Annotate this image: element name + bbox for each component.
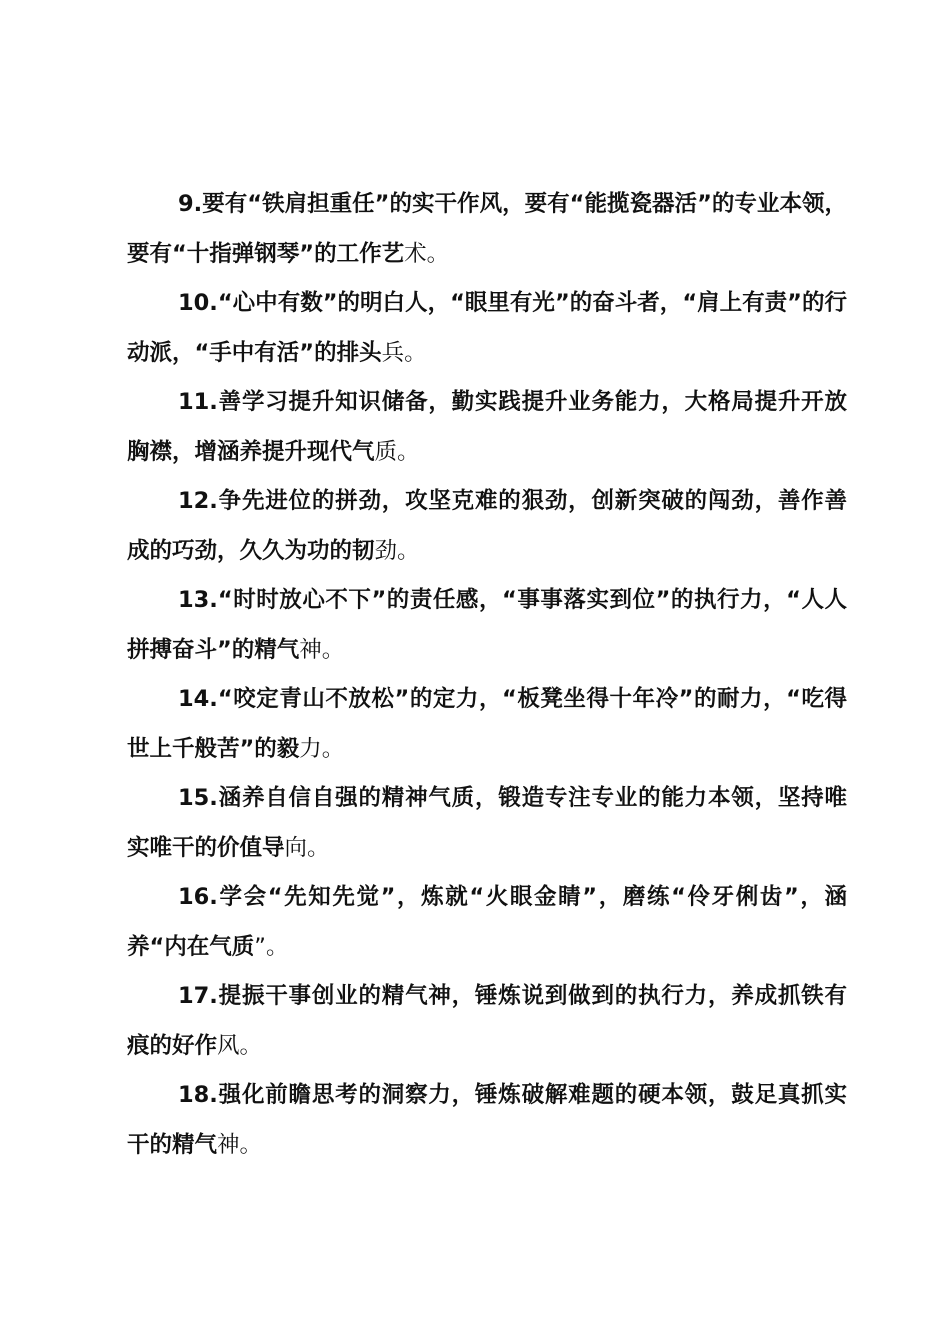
item-ending: 神。 bbox=[299, 636, 345, 663]
item-ending: 风。 bbox=[217, 1032, 263, 1059]
item-text: 18.强化前瞻思考的洞察力，锤炼破解难题的硬本领，鼓足真抓实干的精气 bbox=[127, 1082, 847, 1158]
item-ending: 兵。 bbox=[381, 339, 427, 366]
item-text: 17.提振干事创业的精气神，锤炼说到做到的执行力，养成抓铁有痕的好作 bbox=[127, 983, 847, 1059]
item-ending: 神。 bbox=[217, 1131, 263, 1158]
item-text: 13.“时时放心不下”的责任感，“事事落实到位”的执行力，“人人拼搏奋斗”的精气 bbox=[127, 587, 847, 663]
list-item-15 bbox=[127, 774, 847, 873]
item-text: 12.争先进位的拼劲，攻坚克难的狠劲，创新突破的闯劲，善作善成的巧劲，久久为功的韧 bbox=[127, 488, 847, 564]
list-item-9 bbox=[127, 180, 847, 279]
list-item-13 bbox=[127, 576, 847, 675]
document-body bbox=[127, 180, 847, 1170]
list-item-12 bbox=[127, 477, 847, 576]
item-ending: ”。 bbox=[254, 933, 289, 960]
list-item-17 bbox=[127, 972, 847, 1071]
item-text: 16.学会“先知先觉”，炼就“火眼金睛”，磨练“伶牙俐齿”，涵养“内在气质 bbox=[127, 884, 847, 960]
item-ending: 质。 bbox=[374, 438, 420, 465]
item-text: 14.“咬定青山不放松”的定力，“板凳坐得十年冷”的耐力，“吃得世上千般苦”的毅 bbox=[127, 686, 847, 762]
item-ending: 向。 bbox=[284, 834, 330, 861]
item-ending: 劲。 bbox=[374, 537, 420, 564]
item-ending: 力。 bbox=[299, 735, 345, 762]
list-item-11 bbox=[127, 378, 847, 477]
item-text: 9.要有“铁肩担重任”的实干作风，要有“能揽瓷器活”的专业本领，要有“十指弹钢琴”的工作艺 bbox=[127, 191, 847, 267]
list-item-18 bbox=[127, 1071, 847, 1170]
item-text: 10.“心中有数”的明白人，“眼里有光”的奋斗者，“肩上有责”的行动派，“手中有活”的排头 bbox=[127, 290, 847, 366]
list-item-16 bbox=[127, 873, 847, 972]
item-text: 15.涵养自信自强的精神气质，锻造专注专业的能力本领，坚持唯实唯干的价值导 bbox=[127, 785, 847, 861]
item-text: 11.善学习提升知识储备，勤实践提升业务能力，大格局提升开放胸襟，增涵养提升现代气 bbox=[127, 389, 847, 465]
item-ending: 术。 bbox=[404, 240, 450, 267]
list-item-10 bbox=[127, 279, 847, 378]
list-item-14 bbox=[127, 675, 847, 774]
